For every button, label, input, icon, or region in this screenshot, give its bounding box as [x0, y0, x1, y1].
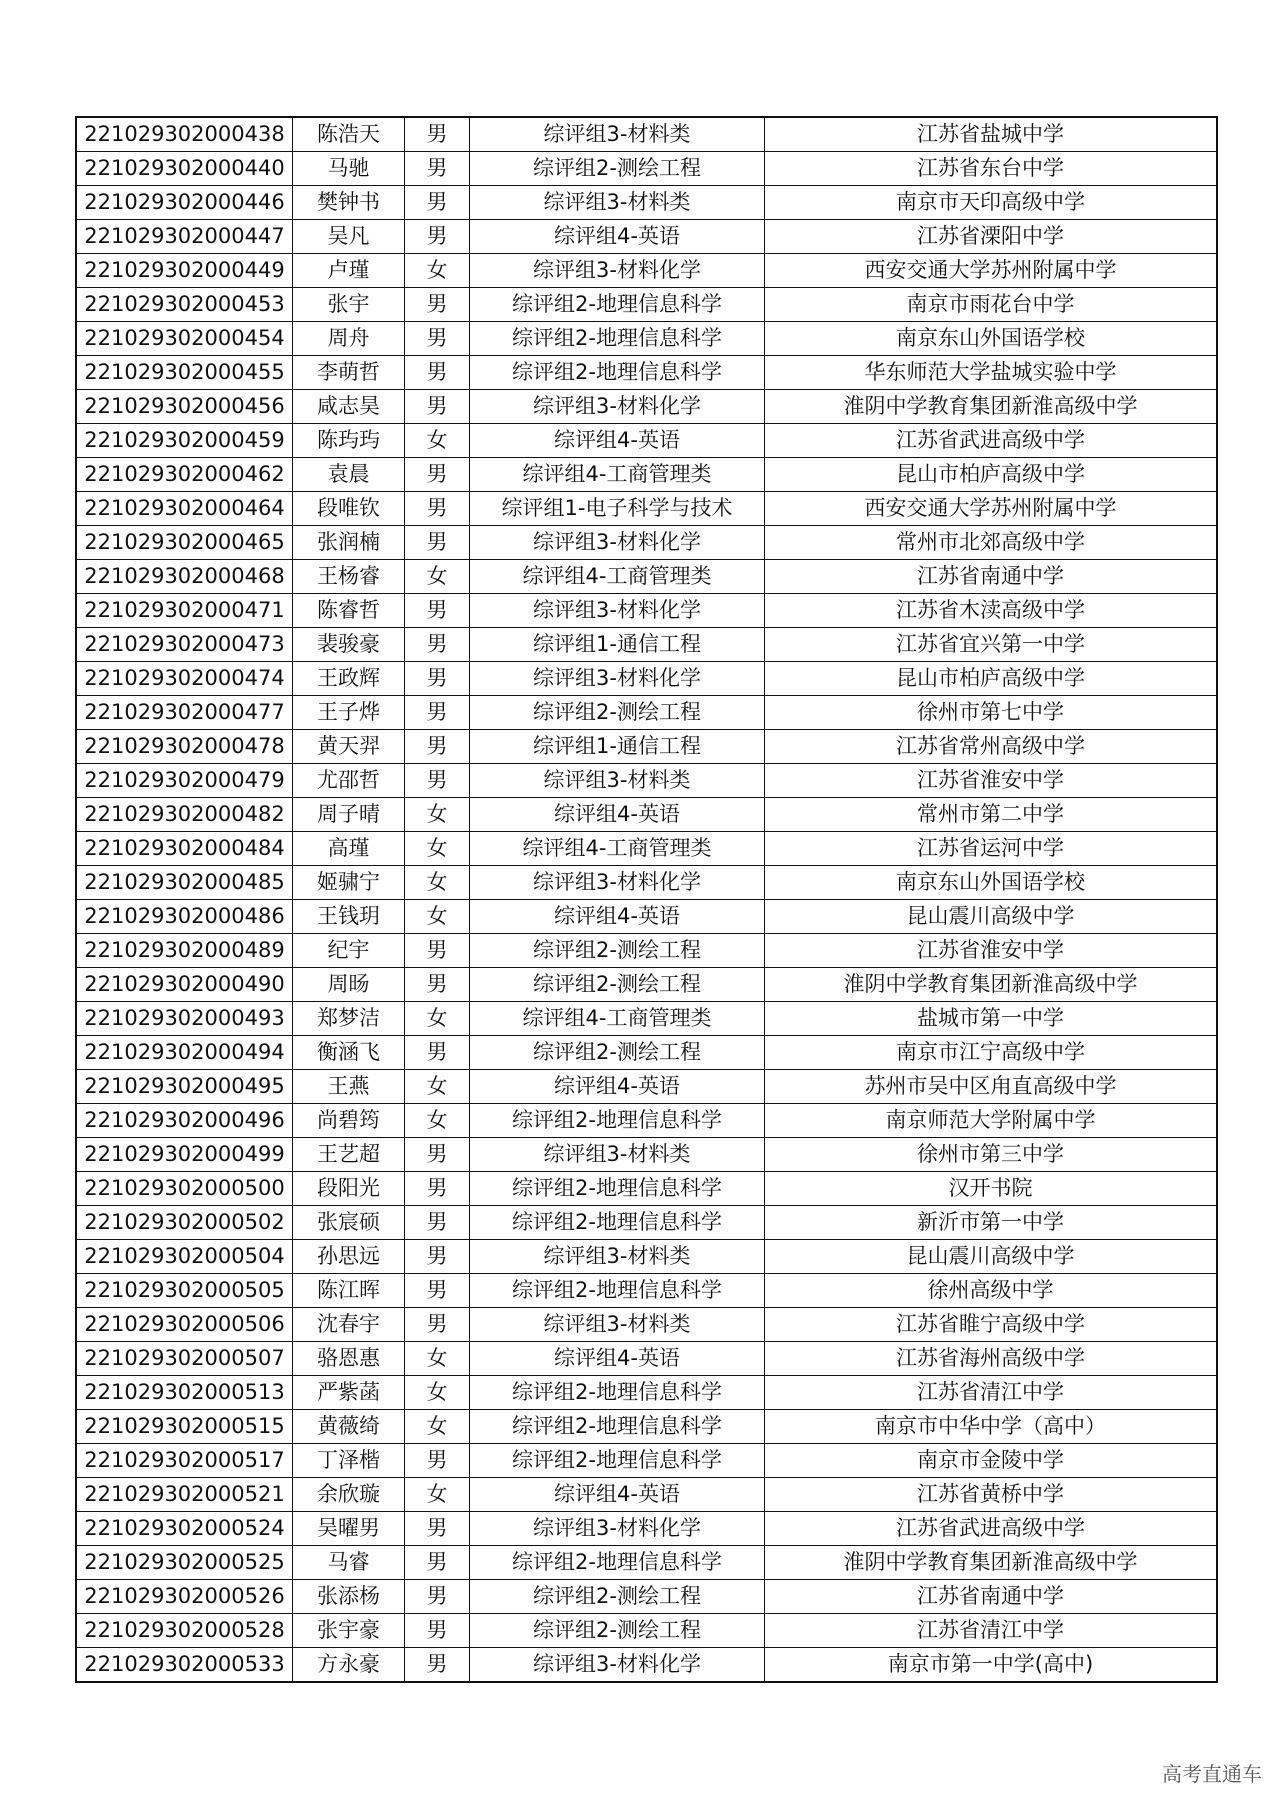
assessment-group-cell: 综评组3-材料类 — [470, 1308, 765, 1342]
gender-cell: 男 — [405, 1036, 470, 1070]
high-school-cell: 淮阴中学教育集团新淮高级中学 — [765, 1546, 1218, 1580]
high-school-cell: 徐州高级中学 — [765, 1274, 1218, 1308]
table-row — [76, 254, 1217, 288]
admission-roster-table — [75, 116, 1218, 1683]
candidate-id-cell: 221029302000489 — [76, 934, 293, 968]
assessment-group-cell: 综评组4-英语 — [470, 900, 765, 934]
table-row — [76, 1274, 1217, 1308]
high-school-cell: 江苏省南通中学 — [765, 1580, 1218, 1614]
gender-cell: 男 — [405, 764, 470, 798]
gender-cell: 男 — [405, 1240, 470, 1274]
high-school-cell: 江苏省木渎高级中学 — [765, 594, 1218, 628]
table-row — [76, 1206, 1217, 1240]
gender-cell: 男 — [405, 526, 470, 560]
high-school-cell: 江苏省宜兴第一中学 — [765, 628, 1218, 662]
gender-cell: 女 — [405, 1104, 470, 1138]
assessment-group-cell: 综评组2-地理信息科学 — [470, 1274, 765, 1308]
candidate-id-cell: 221029302000499 — [76, 1138, 293, 1172]
high-school-cell: 江苏省清江中学 — [765, 1376, 1218, 1410]
student-name-cell: 樊钟书 — [293, 186, 405, 220]
gender-cell: 女 — [405, 866, 470, 900]
candidate-id-cell: 221029302000462 — [76, 458, 293, 492]
assessment-group-cell: 综评组3-材料化学 — [470, 254, 765, 288]
gender-cell: 男 — [405, 594, 470, 628]
assessment-group-cell: 综评组4-英语 — [470, 1478, 765, 1512]
candidate-id-cell: 221029302000456 — [76, 390, 293, 424]
gender-cell: 男 — [405, 288, 470, 322]
gender-cell: 男 — [405, 628, 470, 662]
candidate-id-cell: 221029302000454 — [76, 322, 293, 356]
table-row — [76, 1546, 1217, 1580]
candidate-id-cell: 221029302000495 — [76, 1070, 293, 1104]
assessment-group-cell: 综评组2-地理信息科学 — [470, 1206, 765, 1240]
student-name-cell: 姬骕宁 — [293, 866, 405, 900]
candidate-id-cell: 221029302000504 — [76, 1240, 293, 1274]
student-name-cell: 段阳光 — [293, 1172, 405, 1206]
high-school-cell: 西安交通大学苏州附属中学 — [765, 254, 1218, 288]
gender-cell: 男 — [405, 696, 470, 730]
assessment-group-cell: 综评组2-地理信息科学 — [470, 288, 765, 322]
high-school-cell: 昆山震川高级中学 — [765, 1240, 1218, 1274]
gender-cell: 男 — [405, 1274, 470, 1308]
candidate-id-cell: 221029302000500 — [76, 1172, 293, 1206]
assessment-group-cell: 综评组2-地理信息科学 — [470, 356, 765, 390]
candidate-id-cell: 221029302000533 — [76, 1648, 293, 1683]
high-school-cell: 汉开书院 — [765, 1172, 1218, 1206]
high-school-cell: 江苏省武进高级中学 — [765, 1512, 1218, 1546]
table-row — [76, 1002, 1217, 1036]
gender-cell: 女 — [405, 832, 470, 866]
candidate-id-cell: 221029302000449 — [76, 254, 293, 288]
gender-cell: 男 — [405, 1206, 470, 1240]
assessment-group-cell: 综评组2-地理信息科学 — [470, 1546, 765, 1580]
gender-cell: 女 — [405, 900, 470, 934]
assessment-group-cell: 综评组4-工商管理类 — [470, 832, 765, 866]
assessment-group-cell: 综评组3-材料类 — [470, 1138, 765, 1172]
gender-cell: 女 — [405, 1002, 470, 1036]
student-name-cell: 段唯钦 — [293, 492, 405, 526]
table-row — [76, 662, 1217, 696]
student-name-cell: 吴曜男 — [293, 1512, 405, 1546]
high-school-cell: 江苏省武进高级中学 — [765, 424, 1218, 458]
high-school-cell: 江苏省黄桥中学 — [765, 1478, 1218, 1512]
table-row — [76, 798, 1217, 832]
high-school-cell: 常州市北郊高级中学 — [765, 526, 1218, 560]
gender-cell: 男 — [405, 1444, 470, 1478]
table-row — [76, 594, 1217, 628]
student-name-cell: 周舟 — [293, 322, 405, 356]
high-school-cell: 徐州市第七中学 — [765, 696, 1218, 730]
candidate-id-cell: 221029302000484 — [76, 832, 293, 866]
candidate-id-cell: 221029302000477 — [76, 696, 293, 730]
candidate-id-cell: 221029302000502 — [76, 1206, 293, 1240]
table-row — [76, 1308, 1217, 1342]
gender-cell: 男 — [405, 662, 470, 696]
candidate-id-cell: 221029302000513 — [76, 1376, 293, 1410]
assessment-group-cell: 综评组3-材料化学 — [470, 1648, 765, 1683]
table-row — [76, 1138, 1217, 1172]
assessment-group-cell: 综评组3-材料化学 — [470, 866, 765, 900]
assessment-group-cell: 综评组3-材料类 — [470, 186, 765, 220]
table-row — [76, 1512, 1217, 1546]
table-row — [76, 560, 1217, 594]
assessment-group-cell: 综评组2-测绘工程 — [470, 696, 765, 730]
table-row — [76, 322, 1217, 356]
table-row — [76, 900, 1217, 934]
table-row — [76, 628, 1217, 662]
assessment-group-cell: 综评组2-地理信息科学 — [470, 1410, 765, 1444]
assessment-group-cell: 综评组2-测绘工程 — [470, 1036, 765, 1070]
assessment-group-cell: 综评组2-测绘工程 — [470, 934, 765, 968]
assessment-group-cell: 综评组2-地理信息科学 — [470, 1444, 765, 1478]
assessment-group-cell: 综评组2-测绘工程 — [470, 152, 765, 186]
student-name-cell: 王政辉 — [293, 662, 405, 696]
high-school-cell: 江苏省清江中学 — [765, 1614, 1218, 1648]
student-name-cell: 黄薇绮 — [293, 1410, 405, 1444]
assessment-group-cell: 综评组2-测绘工程 — [470, 1614, 765, 1648]
table-row — [76, 356, 1217, 390]
gender-cell: 男 — [405, 1138, 470, 1172]
candidate-id-cell: 221029302000490 — [76, 968, 293, 1002]
high-school-cell: 江苏省常州高级中学 — [765, 730, 1218, 764]
high-school-cell: 江苏省溧阳中学 — [765, 220, 1218, 254]
assessment-group-cell: 综评组3-材料类 — [470, 1240, 765, 1274]
student-name-cell: 骆恩惠 — [293, 1342, 405, 1376]
gender-cell: 男 — [405, 117, 470, 152]
gender-cell: 男 — [405, 186, 470, 220]
gender-cell: 女 — [405, 1342, 470, 1376]
gender-cell: 女 — [405, 1410, 470, 1444]
assessment-group-cell: 综评组2-测绘工程 — [470, 968, 765, 1002]
gender-cell: 男 — [405, 934, 470, 968]
candidate-id-cell: 221029302000465 — [76, 526, 293, 560]
gender-cell: 女 — [405, 560, 470, 594]
table-row — [76, 390, 1217, 424]
high-school-cell: 南京东山外国语学校 — [765, 866, 1218, 900]
watermark: 高考直通车 — [1162, 1762, 1262, 1786]
candidate-id-cell: 221029302000471 — [76, 594, 293, 628]
table-row — [76, 220, 1217, 254]
student-name-cell: 李萌哲 — [293, 356, 405, 390]
high-school-cell: 昆山市柏庐高级中学 — [765, 662, 1218, 696]
candidate-id-cell: 221029302000528 — [76, 1614, 293, 1648]
gender-cell: 女 — [405, 798, 470, 832]
high-school-cell: 南京市江宁高级中学 — [765, 1036, 1218, 1070]
gender-cell: 女 — [405, 1376, 470, 1410]
high-school-cell: 华东师范大学盐城实验中学 — [765, 356, 1218, 390]
gender-cell: 男 — [405, 1648, 470, 1683]
high-school-cell: 常州市第二中学 — [765, 798, 1218, 832]
student-name-cell: 高瑾 — [293, 832, 405, 866]
table-row — [76, 1172, 1217, 1206]
assessment-group-cell: 综评组3-材料化学 — [470, 1512, 765, 1546]
student-name-cell: 方永豪 — [293, 1648, 405, 1683]
student-name-cell: 张添杨 — [293, 1580, 405, 1614]
table-row — [76, 1478, 1217, 1512]
assessment-group-cell: 综评组2-地理信息科学 — [470, 322, 765, 356]
high-school-cell: 西安交通大学苏州附属中学 — [765, 492, 1218, 526]
high-school-cell: 江苏省盐城中学 — [765, 117, 1218, 152]
table-row — [76, 152, 1217, 186]
candidate-id-cell: 221029302000524 — [76, 1512, 293, 1546]
candidate-id-cell: 221029302000485 — [76, 866, 293, 900]
table-row — [76, 764, 1217, 798]
student-name-cell: 陈玙玙 — [293, 424, 405, 458]
candidate-id-cell: 221029302000506 — [76, 1308, 293, 1342]
assessment-group-cell: 综评组2-测绘工程 — [470, 1580, 765, 1614]
high-school-cell: 苏州市吴中区甪直高级中学 — [765, 1070, 1218, 1104]
assessment-group-cell: 综评组2-地理信息科学 — [470, 1172, 765, 1206]
candidate-id-cell: 221029302000482 — [76, 798, 293, 832]
candidate-id-cell: 221029302000459 — [76, 424, 293, 458]
assessment-group-cell: 综评组4-英语 — [470, 220, 765, 254]
candidate-id-cell: 221029302000496 — [76, 1104, 293, 1138]
gender-cell: 男 — [405, 968, 470, 1002]
assessment-group-cell: 综评组1-通信工程 — [470, 730, 765, 764]
candidate-id-cell: 221029302000468 — [76, 560, 293, 594]
gender-cell: 男 — [405, 1614, 470, 1648]
student-name-cell: 周子晴 — [293, 798, 405, 832]
student-name-cell: 张润楠 — [293, 526, 405, 560]
student-name-cell: 咸志昊 — [293, 390, 405, 424]
high-school-cell: 江苏省东台中学 — [765, 152, 1218, 186]
table-row — [76, 424, 1217, 458]
high-school-cell: 南京市天印高级中学 — [765, 186, 1218, 220]
gender-cell: 男 — [405, 322, 470, 356]
gender-cell: 男 — [405, 458, 470, 492]
high-school-cell: 江苏省运河中学 — [765, 832, 1218, 866]
gender-cell: 女 — [405, 1070, 470, 1104]
high-school-cell: 淮阴中学教育集团新淮高级中学 — [765, 968, 1218, 1002]
student-name-cell: 王钱玥 — [293, 900, 405, 934]
table-row — [76, 866, 1217, 900]
high-school-cell: 盐城市第一中学 — [765, 1002, 1218, 1036]
high-school-cell: 昆山市柏庐高级中学 — [765, 458, 1218, 492]
student-name-cell: 王杨睿 — [293, 560, 405, 594]
student-name-cell: 衡涵飞 — [293, 1036, 405, 1070]
assessment-group-cell: 综评组1-通信工程 — [470, 628, 765, 662]
gender-cell: 男 — [405, 152, 470, 186]
high-school-cell: 昆山震川高级中学 — [765, 900, 1218, 934]
student-name-cell: 王子烨 — [293, 696, 405, 730]
student-name-cell: 严紫菡 — [293, 1376, 405, 1410]
student-name-cell: 余欣璇 — [293, 1478, 405, 1512]
table-row — [76, 934, 1217, 968]
gender-cell: 女 — [405, 1478, 470, 1512]
gender-cell: 男 — [405, 390, 470, 424]
candidate-id-cell: 221029302000455 — [76, 356, 293, 390]
high-school-cell: 江苏省淮安中学 — [765, 934, 1218, 968]
candidate-id-cell: 221029302000517 — [76, 1444, 293, 1478]
candidate-id-cell: 221029302000505 — [76, 1274, 293, 1308]
student-name-cell: 袁晨 — [293, 458, 405, 492]
high-school-cell: 南京东山外国语学校 — [765, 322, 1218, 356]
high-school-cell: 江苏省睢宁高级中学 — [765, 1308, 1218, 1342]
table-row — [76, 186, 1217, 220]
table-row — [76, 1240, 1217, 1274]
table-row — [76, 832, 1217, 866]
student-name-cell: 孙思远 — [293, 1240, 405, 1274]
gender-cell: 女 — [405, 254, 470, 288]
candidate-id-cell: 221029302000521 — [76, 1478, 293, 1512]
assessment-group-cell: 综评组2-地理信息科学 — [470, 1376, 765, 1410]
student-name-cell: 郑梦洁 — [293, 1002, 405, 1036]
candidate-id-cell: 221029302000474 — [76, 662, 293, 696]
assessment-group-cell: 综评组4-工商管理类 — [470, 458, 765, 492]
table-row — [76, 1410, 1217, 1444]
student-name-cell: 陈睿哲 — [293, 594, 405, 628]
candidate-id-cell: 221029302000479 — [76, 764, 293, 798]
assessment-group-cell: 综评组4-英语 — [470, 1342, 765, 1376]
student-name-cell: 张宇 — [293, 288, 405, 322]
gender-cell: 男 — [405, 1580, 470, 1614]
student-name-cell: 吴凡 — [293, 220, 405, 254]
table-row — [76, 1580, 1217, 1614]
assessment-group-cell: 综评组4-英语 — [470, 424, 765, 458]
gender-cell: 女 — [405, 424, 470, 458]
candidate-id-cell: 221029302000526 — [76, 1580, 293, 1614]
student-name-cell: 周旸 — [293, 968, 405, 1002]
high-school-cell: 南京市第一中学(高中) — [765, 1648, 1218, 1683]
table-row — [76, 117, 1217, 152]
student-name-cell: 卢瑾 — [293, 254, 405, 288]
gender-cell: 男 — [405, 220, 470, 254]
high-school-cell: 南京市金陵中学 — [765, 1444, 1218, 1478]
high-school-cell: 江苏省南通中学 — [765, 560, 1218, 594]
table-row — [76, 458, 1217, 492]
student-name-cell: 王燕 — [293, 1070, 405, 1104]
assessment-group-cell: 综评组3-材料化学 — [470, 526, 765, 560]
student-name-cell: 王艺超 — [293, 1138, 405, 1172]
candidate-id-cell: 221029302000446 — [76, 186, 293, 220]
candidate-id-cell: 221029302000473 — [76, 628, 293, 662]
high-school-cell: 江苏省海州高级中学 — [765, 1342, 1218, 1376]
table-row — [76, 1036, 1217, 1070]
candidate-id-cell: 221029302000438 — [76, 117, 293, 152]
high-school-cell: 江苏省淮安中学 — [765, 764, 1218, 798]
candidate-id-cell: 221029302000453 — [76, 288, 293, 322]
student-name-cell: 尚碧筠 — [293, 1104, 405, 1138]
candidate-id-cell: 221029302000515 — [76, 1410, 293, 1444]
high-school-cell: 南京市中华中学（高中） — [765, 1410, 1218, 1444]
gender-cell: 男 — [405, 1308, 470, 1342]
student-name-cell: 陈浩天 — [293, 117, 405, 152]
assessment-group-cell: 综评组3-材料化学 — [470, 662, 765, 696]
table-row — [76, 1342, 1217, 1376]
table-row — [76, 288, 1217, 322]
candidate-id-cell: 221029302000494 — [76, 1036, 293, 1070]
candidate-id-cell: 221029302000525 — [76, 1546, 293, 1580]
table-row — [76, 1376, 1217, 1410]
assessment-group-cell: 综评组3-材料化学 — [470, 594, 765, 628]
table-row — [76, 1648, 1217, 1683]
candidate-id-cell: 221029302000493 — [76, 1002, 293, 1036]
roster-body — [76, 117, 1217, 1682]
high-school-cell: 淮阴中学教育集团新淮高级中学 — [765, 390, 1218, 424]
high-school-cell: 新沂市第一中学 — [765, 1206, 1218, 1240]
table-row — [76, 1104, 1217, 1138]
gender-cell: 男 — [405, 1546, 470, 1580]
table-row — [76, 1614, 1217, 1648]
table-row — [76, 492, 1217, 526]
student-name-cell: 尤邵哲 — [293, 764, 405, 798]
assessment-group-cell: 综评组3-材料类 — [470, 117, 765, 152]
gender-cell: 男 — [405, 730, 470, 764]
high-school-cell: 南京师范大学附属中学 — [765, 1104, 1218, 1138]
student-name-cell: 张宸硕 — [293, 1206, 405, 1240]
assessment-group-cell: 综评组4-英语 — [470, 1070, 765, 1104]
high-school-cell: 徐州市第三中学 — [765, 1138, 1218, 1172]
student-name-cell: 丁泽楷 — [293, 1444, 405, 1478]
student-name-cell: 马驰 — [293, 152, 405, 186]
candidate-id-cell: 221029302000478 — [76, 730, 293, 764]
high-school-cell: 南京市雨花台中学 — [765, 288, 1218, 322]
assessment-group-cell: 综评组4-工商管理类 — [470, 1002, 765, 1036]
assessment-group-cell: 综评组2-地理信息科学 — [470, 1104, 765, 1138]
student-name-cell: 沈春宇 — [293, 1308, 405, 1342]
table-row — [76, 1070, 1217, 1104]
candidate-id-cell: 221029302000507 — [76, 1342, 293, 1376]
assessment-group-cell: 综评组1-电子科学与技术 — [470, 492, 765, 526]
student-name-cell: 黄天羿 — [293, 730, 405, 764]
assessment-group-cell: 综评组3-材料化学 — [470, 390, 765, 424]
student-name-cell: 裴骏豪 — [293, 628, 405, 662]
candidate-id-cell: 221029302000486 — [76, 900, 293, 934]
candidate-id-cell: 221029302000440 — [76, 152, 293, 186]
student-name-cell: 马睿 — [293, 1546, 405, 1580]
table-row — [76, 1444, 1217, 1478]
gender-cell: 男 — [405, 356, 470, 390]
student-name-cell: 纪宇 — [293, 934, 405, 968]
table-row — [76, 696, 1217, 730]
gender-cell: 男 — [405, 1172, 470, 1206]
candidate-id-cell: 221029302000464 — [76, 492, 293, 526]
student-name-cell: 陈江晖 — [293, 1274, 405, 1308]
gender-cell: 男 — [405, 1512, 470, 1546]
student-name-cell: 张宇豪 — [293, 1614, 405, 1648]
assessment-group-cell: 综评组3-材料类 — [470, 764, 765, 798]
table-row — [76, 526, 1217, 560]
gender-cell: 男 — [405, 492, 470, 526]
table-row — [76, 730, 1217, 764]
assessment-group-cell: 综评组4-英语 — [470, 798, 765, 832]
assessment-group-cell: 综评组4-工商管理类 — [470, 560, 765, 594]
candidate-id-cell: 221029302000447 — [76, 220, 293, 254]
table-row — [76, 968, 1217, 1002]
